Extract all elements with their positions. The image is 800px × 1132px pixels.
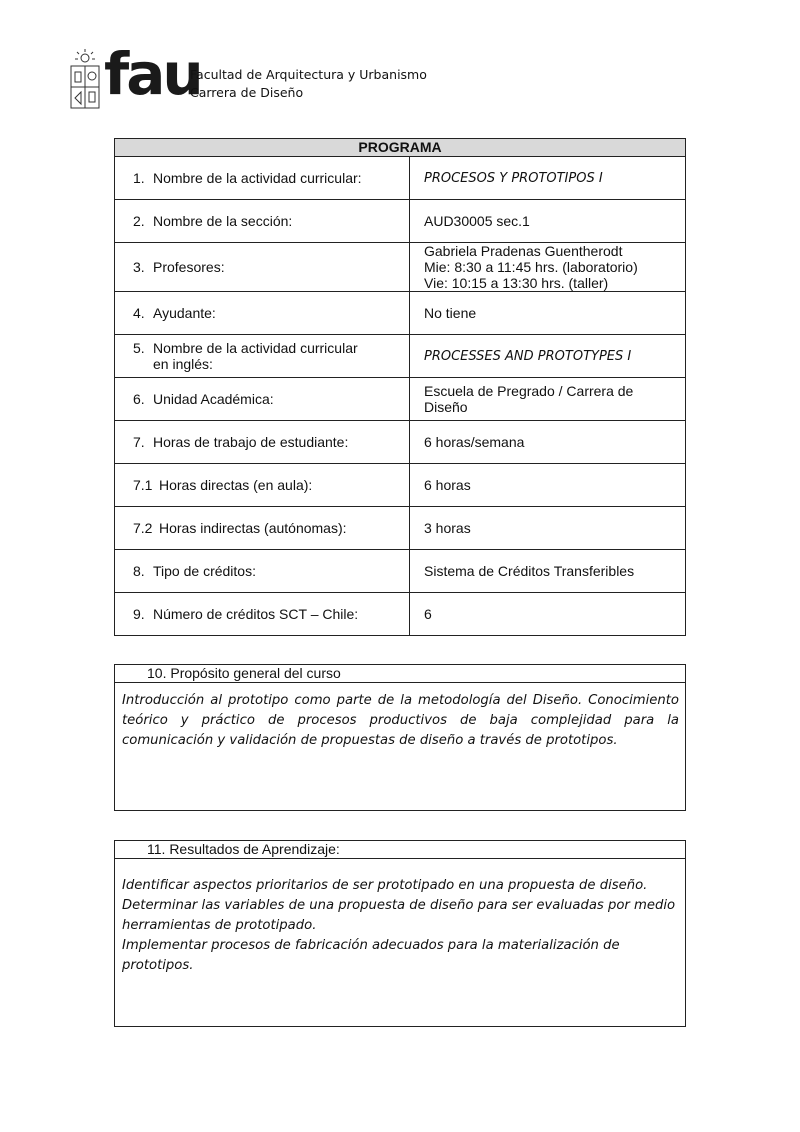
table-row: 8. Tipo de créditos: Sistema de Créditos Transferibles (115, 550, 686, 593)
purpose-text: Introducción al prototipo como parte de la metodología del Diseño. Conocimiento teórico y práctico de procesos productivos de baja complejidad para la comunicación y validación de propuestas de diseño a través de prototipos. (122, 693, 679, 748)
table-row: 7.1 Horas directas (en aula): 6 horas (115, 464, 686, 507)
table-title: PROGRAMA (115, 139, 686, 157)
table-row: 9. Número de créditos SCT – Chile: 6 (115, 593, 686, 636)
outcome-item: Identificar aspectos prioritarios de ser prototipado en una propuesta de diseño. (122, 878, 648, 893)
table-row: 1. Nombre de la actividad curricular: PROCESOS Y PROTOTIPOS I (115, 157, 686, 200)
professors-value: Gabriela Pradenas Guentherodt Mie: 8:30 a 11:45 hrs. (laboratorio) Vie: 10:15 a 13:30 hrs. (taller) (410, 243, 686, 292)
academic-unit-value: Escuela de Pregrado / Carrera de Diseño (410, 378, 686, 421)
credit-type-value: Sistema de Créditos Transferibles (410, 550, 686, 593)
outcomes-text (115, 859, 685, 976)
activity-name-value: PROCESOS Y PROTOTIPOS I (410, 157, 686, 200)
table-row: 4. Ayudante: No tiene (115, 292, 686, 335)
faculty-name: Facultad de Arquitectura y Urbanismo (190, 67, 427, 82)
english-name-value: PROCESSES AND PROTOTYPES I (410, 335, 686, 378)
outcomes-title: 11. Resultados de Aprendizaje: (115, 841, 685, 859)
table-row: 7.2 Horas indirectas (autónomas): 3 horas (115, 507, 686, 550)
assistant-value: No tiene (410, 292, 686, 335)
credits-value: 6 (410, 593, 686, 636)
outcome-item: Determinar las variables de una propuesta de diseño para ser evaluadas por medio herramientas de prototipado. (122, 898, 676, 933)
table-row: 6. Unidad Académica: Escuela de Pregrado / Carrera de Diseño (115, 378, 686, 421)
outcomes-section (114, 840, 686, 1027)
direct-hours-value: 6 horas (410, 464, 686, 507)
indirect-hours-value: 3 horas (410, 507, 686, 550)
outcome-item: Implementar procesos de fabricación adecuados para la materialización de prototipos. (122, 938, 620, 973)
university-seal-icon (68, 48, 102, 110)
institution-name (190, 66, 427, 102)
table-row: 3. Profesores: Gabriela Pradenas Guentherodt Mie: 8:30 a 11:45 hrs. (laboratorio) Vie: 10:15 a 13:30 hrs. (taller) (115, 243, 686, 292)
student-hours-value: 6 horas/semana (410, 421, 686, 464)
purpose-section (114, 664, 686, 811)
table-row: 2. Nombre de la sección: AUD30005 sec.1 (115, 200, 686, 243)
program-name: Carrera de Diseño (190, 85, 304, 100)
section-value: AUD30005 sec.1 (410, 200, 686, 243)
purpose-title: 10. Propósito general del curso (115, 665, 685, 683)
table-row: 5. Nombre de la actividad curricular en inglés: PROCESSES AND PROTOTYPES I (115, 335, 686, 378)
fau-logo: fau (104, 40, 201, 108)
program-table (114, 138, 686, 636)
table-row: 7. Horas de trabajo de estudiante: 6 horas/semana (115, 421, 686, 464)
